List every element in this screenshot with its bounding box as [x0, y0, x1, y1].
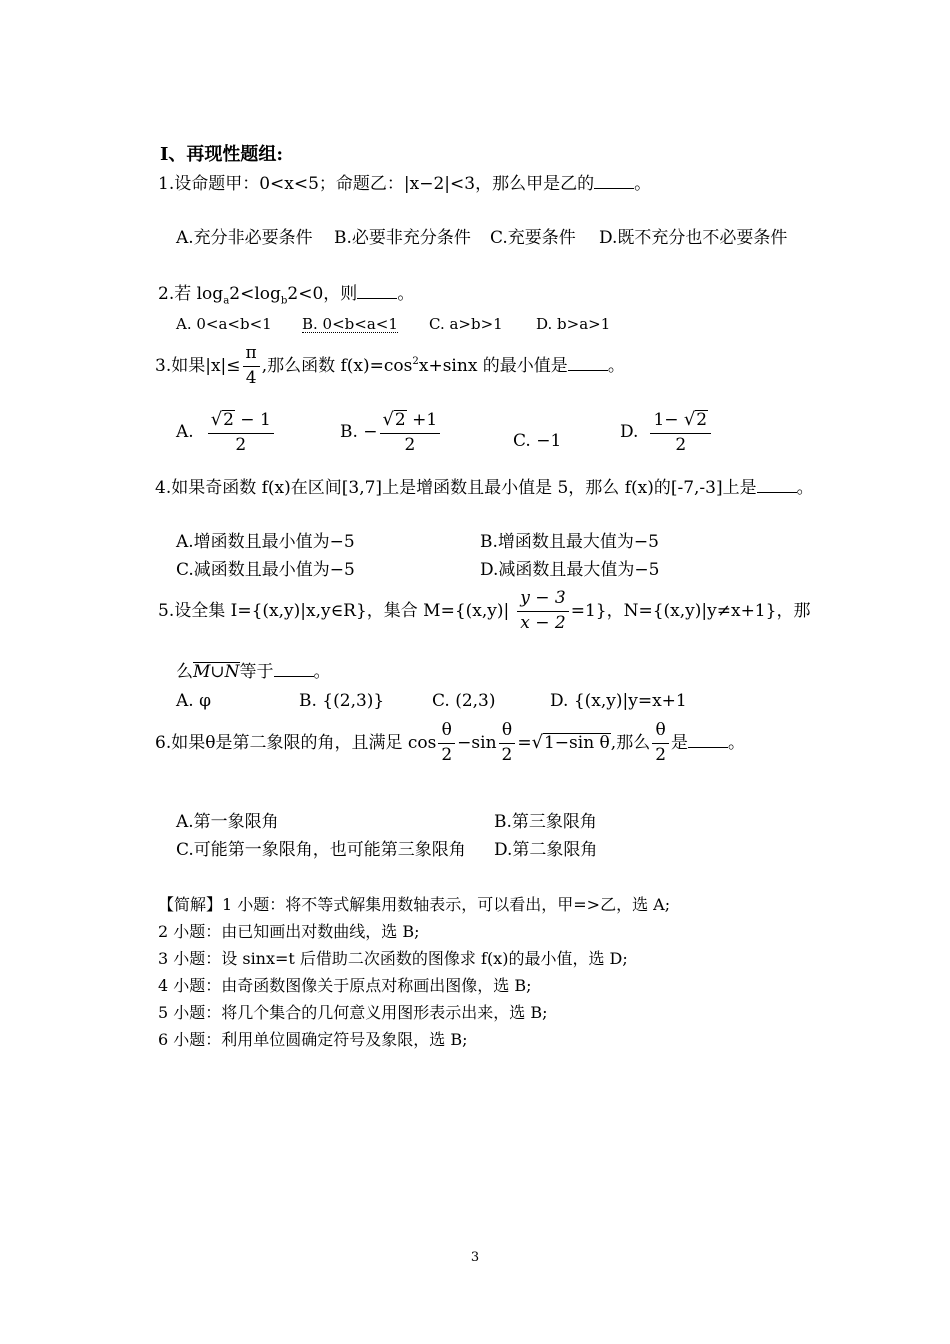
answer-blank	[688, 733, 728, 748]
q5-option-b: B. {(2,3)}	[299, 691, 385, 711]
q3-option-a: A. $\frac{√2 - 1}{2}$	[176, 410, 276, 455]
q1-option-d: D.既不充分也不必要条件	[599, 228, 788, 248]
question-1-stem	[158, 174, 651, 193]
answer-blank	[274, 662, 314, 677]
q2-sub-b: b	[280, 295, 288, 307]
q3-option-d: D. $\frac{1- √2}{2}$	[620, 410, 713, 455]
solution-line-2: 2 小题：由已知画出对数曲线，选 B;	[158, 922, 420, 941]
q6-option-a: A.第一象限角	[176, 812, 279, 832]
q6-option-c: C.可能第一象限角，也可能第三象限角	[176, 840, 466, 860]
q3-sup: 2	[412, 356, 419, 368]
solution-line-3: 3 小题：设 sinx=t 后借助二次函数的图像求 f(x)的最小值，选 D;	[158, 949, 628, 968]
q2-post: 2<0，则	[287, 284, 358, 304]
solution-line-6: 6 小题：利用单位圆确定符号及象限，选 B;	[158, 1030, 468, 1049]
q3-option-c: C. −1	[513, 431, 562, 451]
sqrt-expression: 1−sin θ	[543, 732, 610, 753]
q6-pre: 6.如果θ是第二象限的角，且满足 cos	[155, 732, 437, 753]
question-5-line-2: 么M∪N等于 。	[176, 662, 331, 682]
q1-option-c: C.充要条件	[490, 228, 576, 248]
question-6-stem: 6.如果θ是第二象限的角，且满足 cos $\frac{\theta}{2}$ −sin $\frac{\theta}{2}$ =√1−sin θ,那么 $\frac{\theta}{2}$ 是 。	[155, 720, 746, 765]
theta-over-2-fraction: $\frac{\theta}{2}$	[652, 722, 669, 765]
q3-mid: ,那么函数 f(x)=cos	[261, 355, 413, 376]
q5-post: =1}，N={(x,y)|y≠x+1}，那	[570, 600, 811, 621]
q3-option-d-fraction: $\frac{1- √2}{2}$	[650, 410, 711, 455]
q3-end: 。	[607, 355, 625, 376]
q2-option-d: D. b>a>1	[536, 315, 611, 333]
q3-option-a-fraction: $\frac{√2 - 1}{2}$	[208, 410, 274, 455]
q4-option-a: A.增函数且最小值为−5	[176, 532, 355, 552]
q2-option-a: A. 0<a<b<1	[176, 315, 272, 333]
q2-end: 。	[397, 284, 415, 304]
question-4-stem	[155, 478, 814, 497]
q5-option-c: C. (2,3)	[432, 691, 496, 711]
q4-option-d: D.减函数且最大值为−5	[480, 560, 660, 580]
question-5-stem	[158, 590, 810, 633]
q2-sub-a: a	[223, 295, 230, 307]
complement-union: M∪N	[193, 662, 240, 682]
solution-line-1: 【简解】1 小题：将不等式解集用数轴表示，可以看出，甲=>乙，选 A;	[158, 895, 671, 914]
q2-pre: 2.若 log	[158, 284, 224, 304]
q3-option-b-fraction: $\frac{√2 +1}{2}$	[380, 410, 441, 455]
q1-option-b: B.必要非充分条件	[334, 228, 471, 248]
answer-blank	[757, 478, 797, 493]
question-3-stem	[155, 345, 625, 388]
q2-option-b: B. 0<b<a<1	[302, 315, 398, 333]
page-number: 3	[470, 1250, 480, 1265]
q5-fraction: $\frac{y - 3}{x - 2}$	[517, 590, 568, 633]
q1-option-a: A.充分非必要条件	[176, 228, 313, 248]
section-title: Ⅰ、再现性题组:	[160, 144, 284, 165]
q3-option-b: B. − $\frac{√2 +1}{2}$	[340, 410, 442, 455]
q4-option-c: C.减函数且最小值为−5	[176, 560, 355, 580]
solution-line-5: 5 小题：将几个集合的几何意义用图形表示出来，选 B;	[158, 1003, 548, 1022]
answer-blank	[357, 284, 397, 299]
theta-over-2-fraction: $\frac{\theta}{2}$	[438, 722, 455, 765]
q4-end: 。	[796, 478, 814, 498]
q1-text: 1.设命题甲：0<x<5；命题乙：|x−2|<3，那么甲是乙的	[158, 174, 595, 194]
q5-option-a: A. φ	[176, 691, 211, 711]
q2-mid: 2<log	[229, 284, 281, 304]
q6-option-b: B.第三象限角	[494, 812, 597, 832]
q3-pre: 3.如果|x|≤	[155, 355, 241, 376]
pi-over-4-fraction: $\frac{\pi}{4}$	[243, 345, 260, 388]
solution-line-4: 4 小题：由奇函数图像关于原点对称画出图像，选 B;	[158, 976, 532, 995]
q5-pre: 5.设全集 I={(x,y)|x,y∈R}，集合 M={(x,y)|	[158, 600, 510, 621]
q2-option-c: C. a>b>1	[429, 315, 503, 333]
q5-option-d: D. {(x,y)|y=x+1	[550, 691, 687, 711]
q1-end: 。	[634, 174, 652, 194]
theta-over-2-fraction: $\frac{\theta}{2}$	[499, 722, 516, 765]
q4-text: 4.如果奇函数 f(x)在区间[3,7]上是增函数且最小值是 5，那么 f(x)的[-7,-3]上是	[155, 478, 757, 498]
question-2-stem	[158, 284, 414, 307]
q4-option-b: B.增函数且最大值为−5	[480, 532, 659, 552]
q6-option-d: D.第二象限角	[494, 840, 598, 860]
answer-blank	[594, 174, 634, 189]
answer-blank	[568, 356, 608, 371]
q3-post: x+sinx 的最小值是	[418, 355, 568, 376]
